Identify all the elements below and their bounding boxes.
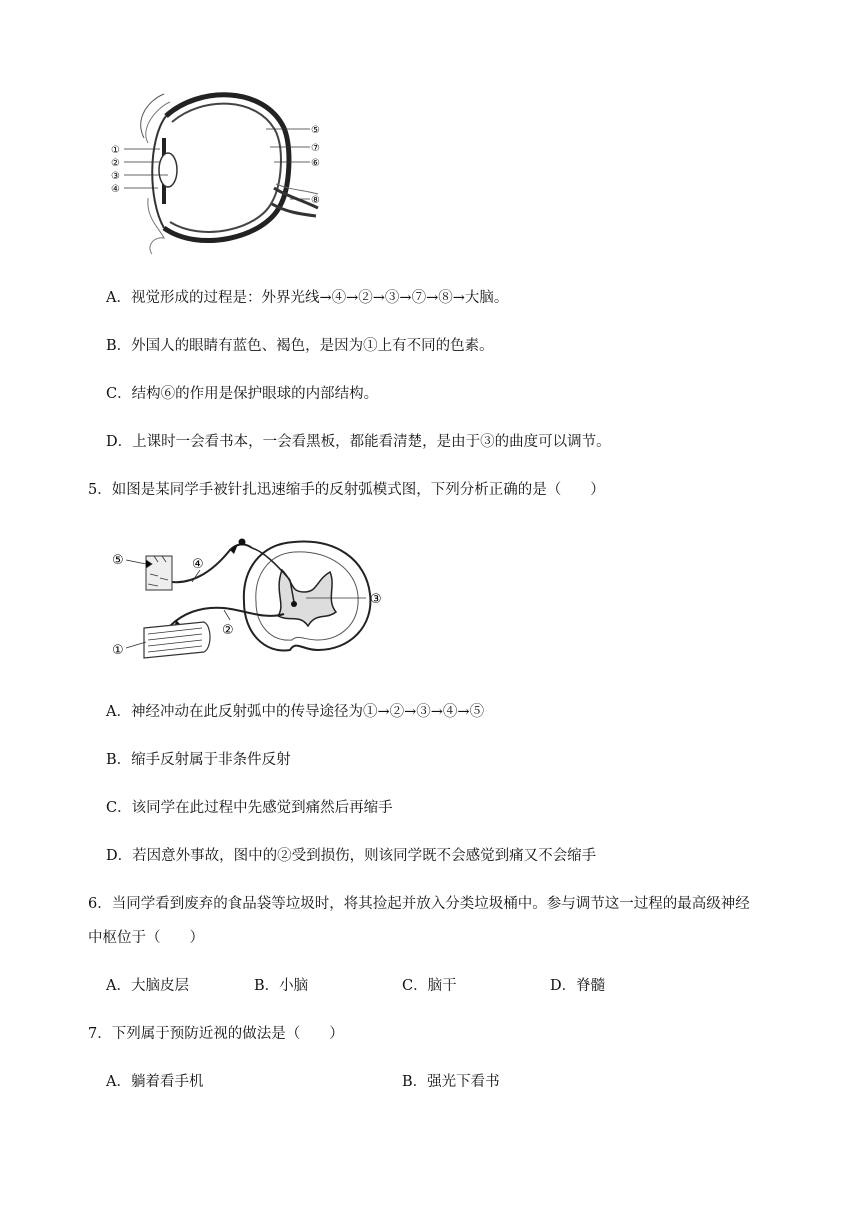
eye-label-7: ⑦ [311, 143, 320, 154]
q6-stem-line1: 6．当同学看到废弃的食品袋等垃圾时，将其捡起并放入分类垃圾桶中。参与调节这一过程的最高级神经 [88, 896, 750, 912]
q7-option-b[interactable]: B．强光下看书 [402, 1074, 500, 1090]
eye-label-1: ① [111, 145, 120, 156]
q4-option-d[interactable]: D．上课时一会看书本，一会看黑板，都能看清楚，是由于③的曲度可以调节。 [106, 434, 611, 450]
eye-label-6: ⑥ [311, 158, 320, 169]
eye-label-4: ④ [111, 184, 120, 195]
q5-stem: 5．如图是某同学手被针扎迅速缩手的反射弧模式图，下列分析正确的是（ ） [88, 482, 605, 498]
q6-stem-line2: 中枢位于（ ） [88, 930, 204, 946]
q5-option-b[interactable]: B．缩手反射属于非条件反射 [106, 752, 291, 768]
q7-stem: 7．下列属于预防近视的做法是（ ） [88, 1026, 344, 1042]
reflex-arc-diagram [104, 530, 394, 660]
eye-diagram [104, 88, 334, 258]
eye-label-3: ③ [111, 171, 120, 182]
reflex-label-5: ⑤ [112, 553, 124, 568]
q5-option-c[interactable]: C．该同学在此过程中先感觉到痛然后再缩手 [106, 800, 393, 816]
q4-option-c[interactable]: C．结构⑥的作用是保护眼球的内部结构。 [106, 386, 379, 402]
q6-option-c[interactable]: C．脑干 [402, 978, 457, 994]
reflex-label-2: ② [222, 623, 234, 638]
q7-option-a[interactable]: A．躺着看手机 [106, 1074, 204, 1090]
eye-label-5: ⑤ [311, 125, 320, 136]
q6-option-d[interactable]: D．脊髓 [550, 978, 606, 994]
q4-option-a[interactable]: A．视觉形成的过程是：外界光线→④→②→③→⑦→⑧→大脑。 [106, 290, 509, 306]
reflex-label-4: ④ [192, 557, 204, 572]
reflex-label-3: ③ [370, 592, 382, 607]
q5-option-d[interactable]: D．若因意外事故，图中的②受到损伤，则该同学既不会感觉到痛又不会缩手 [106, 848, 597, 864]
eye-label-8: ⑧ [311, 195, 320, 206]
q6-option-a[interactable]: A．大脑皮层 [106, 978, 189, 994]
q4-option-b[interactable]: B．外国人的眼睛有蓝色、褐色，是因为①上有不同的色素。 [106, 338, 494, 354]
q5-option-a[interactable]: A．神经冲动在此反射弧中的传导途径为①→②→③→④→⑤ [106, 704, 485, 720]
eye-label-2: ② [111, 158, 120, 169]
q6-option-b[interactable]: B．小脑 [254, 978, 309, 994]
reflex-label-1: ① [112, 643, 124, 658]
